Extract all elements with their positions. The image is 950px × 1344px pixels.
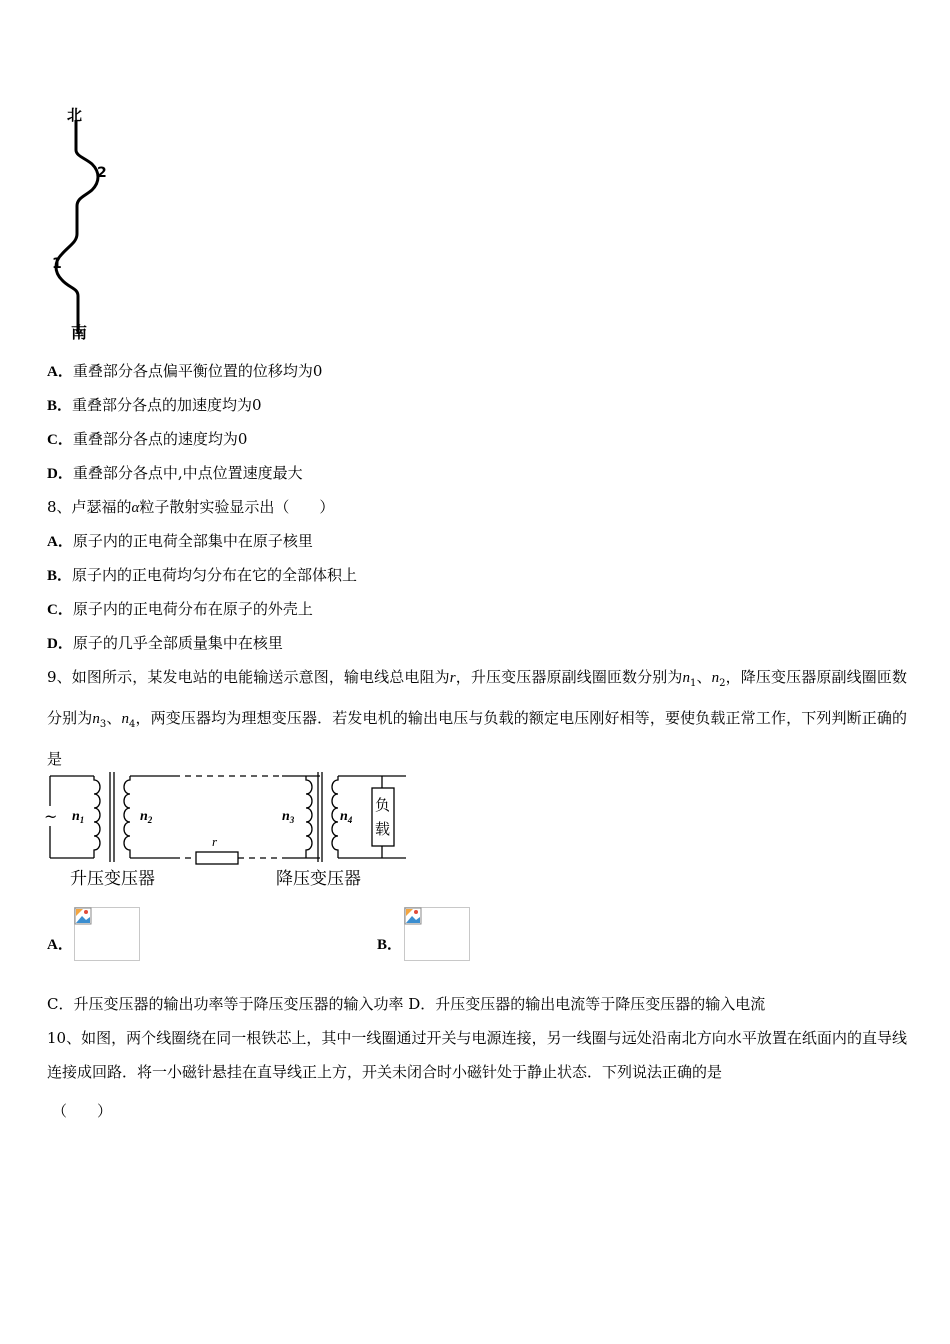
broken-image-icon (404, 907, 422, 925)
coil-n2 (124, 776, 130, 858)
q10-paren: （ ） (52, 1102, 113, 1120)
transformer-circuit-figure (44, 770, 414, 892)
north-label: 北 (67, 106, 83, 124)
coil-n4 (332, 776, 338, 858)
label-n3: $n_3$ (282, 809, 295, 825)
rope-line (56, 120, 98, 334)
q7-option-c: C．重叠部分各点的速度均为0 (47, 430, 248, 448)
coil-n1 (94, 776, 100, 858)
q9-option-b-image (404, 907, 470, 961)
q9-stem: 9、如图所示，某发电站的电能输送示意图，输电线总电阻为r，升压变压器原副线圈匝数分别为$n_1$、$n_2$，降压变压器原副线圈匝数分别为$n_3$、$n_4$，两变压器均为理想变压器．若发电机的输出电压与负载的额定电压刚好相等，要使负载正常工作，下列判断正确的是 (47, 668, 907, 768)
q8-option-a: A．原子内的正电荷全部集中在原子核里 (47, 532, 313, 550)
q9-option-b-label: B． (377, 937, 403, 953)
q7-option-a: A．重叠部分各点偏平衡位置的位移均为0 (47, 362, 323, 380)
q8-option-d: D．原子的几乎全部质量集中在核里 (47, 634, 283, 652)
label-2: 2 (97, 165, 107, 181)
coil-n3 (306, 776, 312, 858)
q8-option-b: B．原子内的正电荷均匀分布在它的全部体积上 (47, 566, 358, 584)
label-n4: $n_4$ (340, 809, 353, 825)
step-down-label: 降压变压器 (276, 869, 361, 889)
ac-symbol: ~ (44, 807, 58, 826)
q10-stem: 10、如图，两个线圈绕在同一根铁芯上，其中一线圈通过开关与电源连接，另一线圈与远处沿南北方向水平放置在纸面内的直导线连接成回路．将一小磁针悬挂在直导线正上方，开关未闭合时小磁针处于静止状态．下列说法正确的是 (47, 1029, 907, 1081)
q8-stem: 8、卢瑟福的α粒子散射实验显示出（ ） (47, 498, 335, 516)
label-r: r (212, 834, 218, 849)
rope-wave-figure (40, 98, 130, 348)
q9-option-a-image (74, 907, 140, 961)
load-label-1: 负 (375, 796, 391, 814)
q9-option-a-label: A． (47, 937, 73, 953)
resistor-r (196, 852, 238, 864)
broken-image-icon (74, 907, 92, 925)
step-up-label: 升压变压器 (70, 869, 155, 889)
label-n1: $n_1$ (72, 809, 85, 825)
q8-option-c: C．原子内的正电荷分布在原子的外壳上 (47, 600, 313, 618)
south-label: 南 (71, 323, 88, 342)
label-1: 1 (52, 256, 62, 272)
q7-option-b: B．重叠部分各点的加速度均为0 (47, 396, 262, 414)
q9-option-cd: C．升压变压器的输出功率等于降压变压器的输入功率 D．升压变压器的输出电流等于降压变压器的输入电流 (47, 995, 766, 1013)
q7-option-d: D．重叠部分各点中,中点位置速度最大 (47, 464, 303, 482)
label-n2: $n_2$ (140, 809, 153, 825)
load-label-2: 载 (375, 820, 391, 838)
